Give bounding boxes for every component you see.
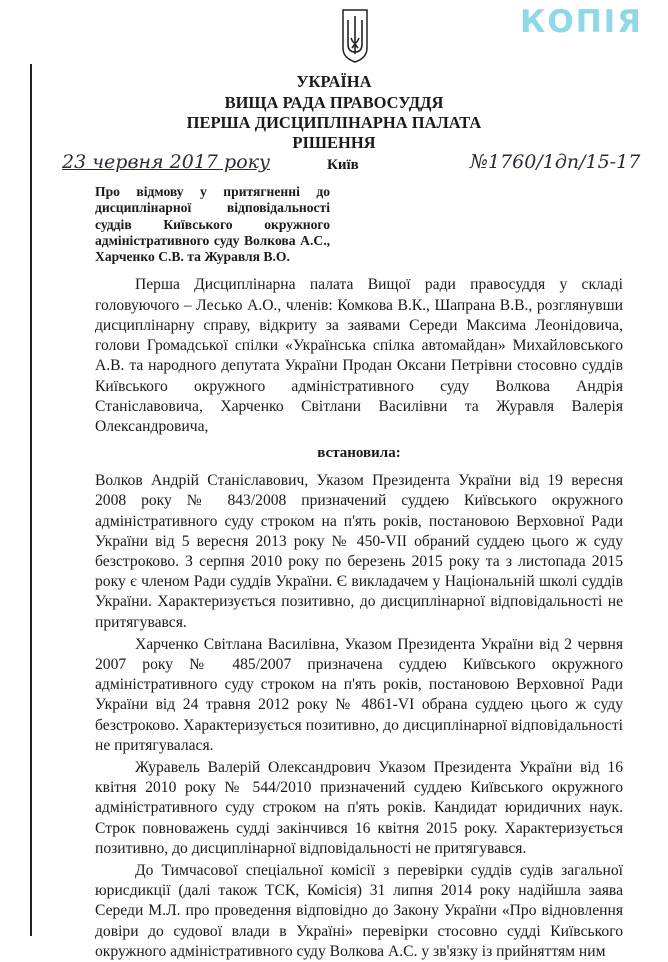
header-country: УКРАЇНА: [296, 72, 372, 91]
decision-city: Київ: [327, 157, 359, 173]
margin-line: [30, 64, 32, 936]
decision-number: №1760/1дп/15-17: [470, 151, 641, 173]
paragraph-volkov: Волков Андрій Станіславович, Указом Президента України від 19 вересня 2008 року № 843/2008 призначений суддею Київського окружного адміністративного суду строком на п'ять років, постановою Верховної Ради України від 5 вересня 2013 року № 450-VII обраний суддею цього ж суду безстроково. З серпня 2010 року по березень 2015 року та з листопада 2015 року є членом Ради суддів України. Є викладачем у Національній школі суддів України. Характеризується позитивно, до дисциплінарної відповідальності не притягувався.: [95, 472, 623, 631]
established-heading: встановила:: [317, 445, 401, 462]
header-council: ВИЩА РАДА ПРАВОСУДДЯ: [224, 93, 444, 112]
header-doc-type: РІШЕННЯ: [292, 133, 376, 152]
paragraph-tsk: До Тимчасової спеціальної комісії з перевірки суддів судів загальної юрисдикції (далі також ТСК, Комісія) 31 липня 2014 року надійшла заява Середи М.Л. про проведення відповідно до Закону України «Про відновлення довіри до судової влади в Україні» перевірки стосовно судді Київського окружного адміністративного суду Волкова А.С. у зв'язку із прийняттям ним: [95, 861, 623, 960]
decision-date: 23 червня 2017 року: [62, 151, 270, 173]
decision-subject: Про відмову у притягненні до дисциплінарної відповідальності суддів Київського окружного адміністративного суду Волкова А.С., Харченко С.В. та Журавля В.О.: [95, 184, 330, 265]
paragraph-zhuravel: Журавель Валерій Олександрович Указом Президента України від 16 квітня 2010 року № 544/2010 призначений суддею Київського окружного адміністративного суду строком на п'ять років. Кандидат юридичних наук. Строк повноважень судді закінчився 16 квітня 2015 року. Характеризується позитивно, до дисциплінарної відповідальності не притягувався.: [95, 758, 623, 857]
header-chamber: ПЕРША ДИСЦИПЛІНАРНА ПАЛАТА: [186, 113, 482, 132]
coat-of-arms-icon: [341, 8, 369, 64]
paragraph-kharchenko: Харченко Світлана Василівна, Указом Президента України від 2 червня 2007 року № 485/2007 призначена суддею Київського окружного адміністративного суду строком на п'ять років, постановою Верховної Ради України від 24 травня 2012 року № 4861-VI обрана суддею цього ж суду безстроково. Характеризується позитивно, до дисциплінарної відповідальності не притягувалася.: [95, 635, 623, 754]
paragraph-intro: Перша Дисциплінарна палата Вищої ради правосуддя у складі головуючого – Лесько А.О., членів: Комкова В.К., Шапрана В.В., розглянувши дисциплінарну справу, відкриту за заявами Середи Максима Леонідовича, голови Громадської спілки «Українська спілка автомайдан» Михайловського А.В. та народного депутата України Продан Оксани Петрівни стосовно суддів Київського окружного адміністративного суду Волкова Андрія Станіславовича, Харченко Світлани Василівни та Журавля Валерія Олександровича,: [95, 276, 623, 435]
copy-stamp: КОПІЯ: [520, 4, 644, 40]
document-body: [95, 184, 623, 962]
